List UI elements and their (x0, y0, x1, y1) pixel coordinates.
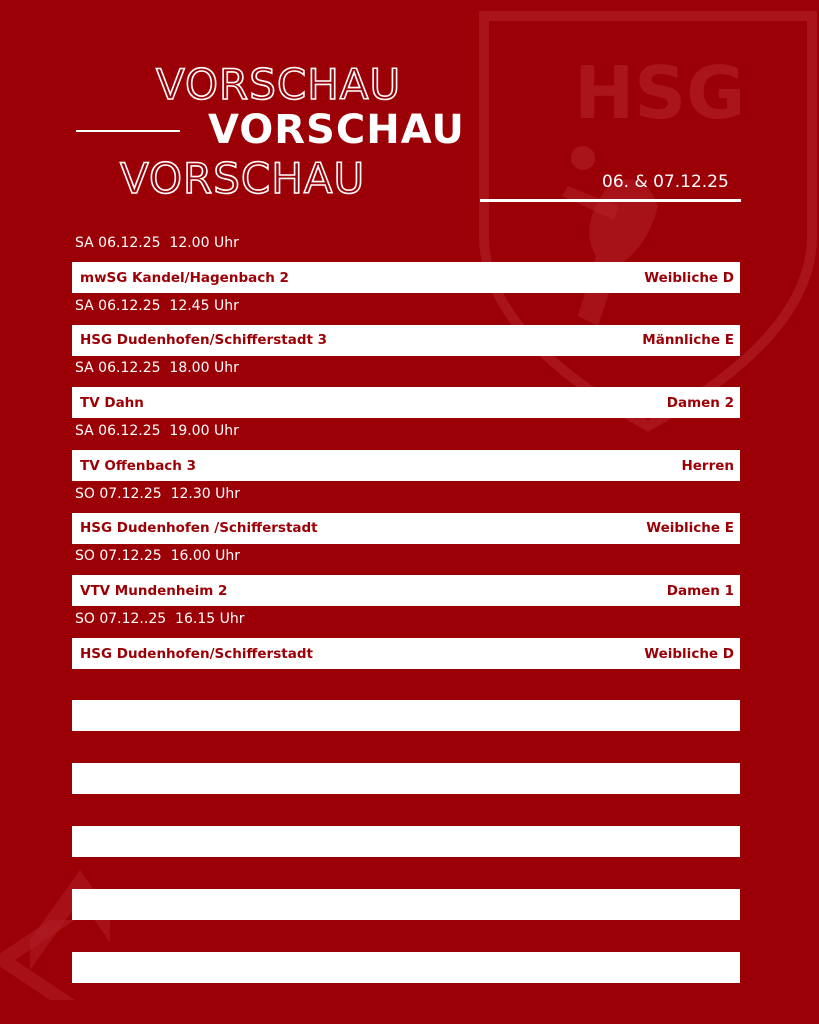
game-datetime: SO 07.12..25 16.15 Uhr (75, 611, 245, 628)
date-range: 06. & 07.12.25 (602, 172, 729, 192)
game-bar (72, 262, 740, 293)
opponent-name: TV Dahn (80, 394, 144, 411)
game-datetime: SO 07.12.25 12.30 Uhr (75, 485, 241, 502)
date-underline (480, 199, 741, 202)
headline-outline-bottom: VORSCHAU (120, 154, 366, 203)
headline-rule (76, 130, 180, 132)
team-category: Weibliche E (646, 520, 734, 537)
opponent-name: HSG Dudenhofen /Schifferstadt (80, 520, 318, 537)
opponent-name: mwSG Kandel/Hagenbach 2 (80, 269, 289, 286)
opponent-name: VTV Mundenheim 2 (80, 582, 228, 599)
game-bar (72, 387, 740, 418)
empty-slot-bar (72, 700, 740, 731)
game-bar (72, 325, 740, 356)
game-datetime: SA 06.12.25 12.45 Uhr (75, 297, 239, 314)
game-datetime: SA 06.12.25 18.00 Uhr (75, 360, 239, 377)
empty-slot-bar (72, 952, 740, 983)
opponent-name: HSG Dudenhofen/Schifferstadt (80, 645, 313, 662)
team-category: Damen 2 (666, 394, 734, 411)
game-entry (72, 229, 740, 292)
game-entry (72, 480, 740, 543)
game-entry (72, 354, 740, 417)
opponent-name: HSG Dudenhofen/Schifferstadt 3 (80, 332, 328, 349)
team-category: Weibliche D (644, 645, 734, 662)
team-category: Damen 1 (666, 582, 734, 599)
headline-outline-top: VORSCHAU (156, 60, 402, 109)
game-bar (72, 513, 740, 544)
game-bar (72, 450, 740, 481)
game-entry (72, 542, 740, 605)
game-entry (72, 605, 740, 668)
game-datetime: SO 07.12.25 16.00 Uhr (75, 548, 241, 565)
crest-logo-text: HSG (574, 51, 746, 135)
opponent-name: TV Offenbach 3 (80, 457, 197, 474)
empty-slot-bar (72, 763, 740, 794)
team-category: Weibliche D (644, 269, 734, 286)
game-bar (72, 575, 740, 606)
game-entry (72, 417, 740, 480)
team-category: Herren (681, 457, 734, 474)
game-entry (72, 292, 740, 355)
team-category: Männliche E (642, 332, 734, 349)
headline-solid: VORSCHAU (208, 107, 465, 153)
schedule-list (72, 229, 740, 668)
game-datetime: SA 06.12.25 19.00 Uhr (75, 423, 239, 440)
game-bar (72, 638, 740, 669)
empty-slot-bar (72, 826, 740, 857)
empty-slot-bar (72, 889, 740, 920)
game-datetime: SA 06.12.25 12.00 Uhr (75, 235, 239, 251)
